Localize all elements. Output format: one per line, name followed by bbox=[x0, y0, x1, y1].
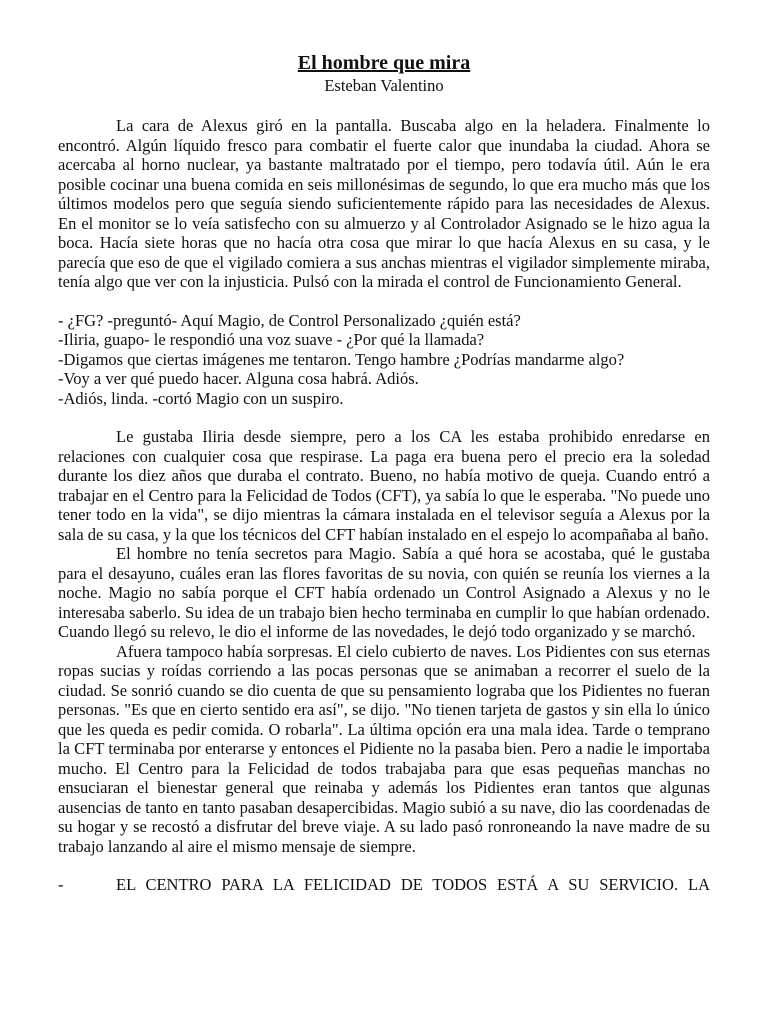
paragraph-gap bbox=[58, 856, 710, 875]
paragraph: Le gustaba Iliria desde siempre, pero a los CA les estaba prohibido enredarse en relaciones con cualquier cosa que respirase. La paga era buena pero el precio era la soledad durante los diez años que duraba el contrato. Bueno, no había motivo de queja. Cuando entró a trabajar en el Centro para la Felicidad de Todos (CFT), ya sabía lo que le esperaba. "No puede uno tener todo en la vida", se dijo mientras la cámara instalada en el televisor seguía a Alexus por la sala de su casa, y la que los técnicos del CFT habían instalado en el espejo lo acompañaba al baño. bbox=[58, 427, 710, 544]
document-author: Esteban Valentino bbox=[324, 76, 444, 95]
final-line-dash: - bbox=[58, 875, 64, 894]
paragraph: Afuera tampoco había sorpresas. El cielo cubierto de naves. Los Pidientes con sus eternas ropas sucias y roídas corriendo a las pocas personas que se animaban a recorrer el suelo de la ciudad. Se sonrió cuando se dio cuenta de que su pensamiento lograba que los Pidientes no fueran personas. "Es que en cierto sentido era así", se dijo. "No tienen tarjeta de gastos y sin ella lo único que les queda es pedir comida. O robarla". La última opción era una mala idea. Tarde o temprano la CFT terminaba por enterarse y entonces el Pidiente no la pasaba bien. Pero a nadie le importaba mucho. El Centro para la Felicidad de todos trabajaba para que esas pequeñas manchas no ensuciaran el bienestar general que reinaba y además los Pidientes eran tantos que algunas ausencias de tanto en tanto pasaban desapercibidas. Magio subió a su nave, dio las coordenadas de su hogar y se recostó a disfrutar del breve viaje. A su lado pasó ronroneando la nave madre de su trabajo lanzando al aire el mismo mensaje de siempre. bbox=[58, 641, 710, 856]
paragraph: El hombre no tenía secretos para Magio. Sabía a qué hora se acostaba, qué le gustaba para el desayuno, cuáles eran las flores favoritas de su novia, con quién se reunía los viernes a la noche. Magio no sabía porque el CFT había ordenado un Control Asignado a Alexus y no le interesaba saberlo. Su idea de un trabajo bien hecho terminaba en cumplir lo que habían ordenado. Cuando llegó su relevo, le dio el informe de las novedades, le dejó todo organizado y se marchó. bbox=[58, 544, 710, 641]
paragraph: La cara de Alexus giró en la pantalla. Buscaba algo en la heladera. Finalmente lo encontró. Algún líquido fresco para combatir el fuerte calor que inundaba la ciudad. Ahora se acercaba al horno nuclear, ya bastante maltratado por el tiempo, pero todavía útil. Aún le era posible cocinar una buena comida en seis millonésimas de segundo, lo que era mucho más que los últimos modelos pero que seguía siendo suficientemente rápido para las necesidades de Alexus. En el monitor se lo veía satisfecho con su almuerzo y al Controlador Asignado se le hizo agua la boca. Hacía siete horas que no hacía otra cosa que mirar lo que hacía Alexus en su casa, y le parecía que eso de que el vigilado comiera a sus anchas mientras el vigilador simplemente miraba, tenía algo que ver con la injusticia. Pulsó con la mirada el control de Funcionamiento General. bbox=[58, 116, 710, 291]
document-title: El hombre que mira bbox=[297, 52, 471, 74]
dialogue-line: -Iliria, guapo- le respondió una voz suave - ¿Por qué la llamada? bbox=[58, 330, 485, 349]
dialogue-line: -Adiós, linda. -cortó Magio con un suspiro. bbox=[58, 388, 344, 408]
final-line bbox=[58, 875, 710, 895]
paragraph-gap bbox=[58, 408, 710, 427]
document-page bbox=[58, 50, 710, 895]
dialogue-line: -Voy a ver qué puedo hacer. Alguna cosa habrá. Adiós. bbox=[58, 369, 419, 388]
paragraph-gap bbox=[58, 292, 710, 311]
dialogue-line: - ¿FG? -preguntó- Aquí Magio, de Control Personalizado ¿quién está? bbox=[58, 310, 521, 330]
dialogue-line: -Digamos que ciertas imágenes me tentaron. Tengo hambre ¿Podrías mandarme algo? bbox=[58, 349, 625, 369]
final-line-text: EL CENTRO PARA LA FELICIDAD DE TODOS ESTÁ A SU SERVICIO. LA bbox=[116, 875, 710, 894]
